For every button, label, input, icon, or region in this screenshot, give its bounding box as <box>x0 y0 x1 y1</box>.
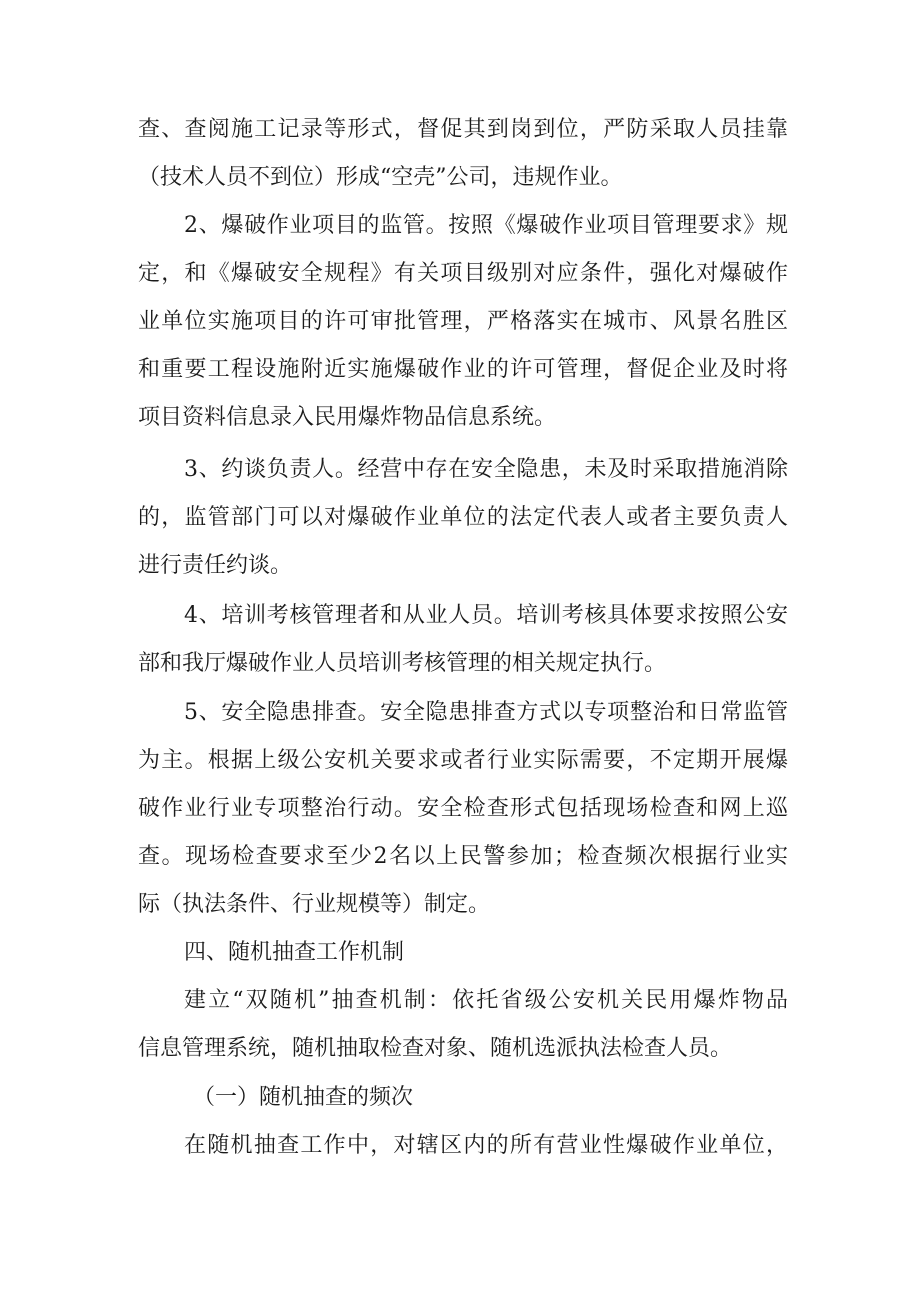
section-heading-4: 四、随机抽查工作机制 <box>184 940 405 965</box>
section-item-5-heading-line: 5、安全隐患排查。安全隐患排查方式以专项整治和日常监管 <box>184 700 788 725</box>
body-text-line: 的，监管部门可以对爆破作业单位的法定代表人或者主要负责人 <box>138 505 788 530</box>
body-text-line: 际（执法条件、行业规模等）制定。 <box>138 892 491 917</box>
body-text-line: 为主。根据上级公安机关要求或者行业实际需要，不定期开展爆 <box>138 748 788 773</box>
body-text-line: 业单位实施项目的许可审批管理，严格落实在城市、风景名胜区 <box>138 309 788 334</box>
subsection-heading-1: （一）随机抽查的频次 <box>193 1085 414 1110</box>
body-text-line: 信息管理系统，随机抽取检查对象、随机选派执法检查人员。 <box>138 1036 733 1061</box>
section-item-2-heading-line: 2、爆破作业项目的监管。按照《爆破作业项目管理要求》规 <box>184 213 788 238</box>
body-text-line: 部和我厅爆破作业人员培训考核管理的相关规定执行。 <box>138 651 667 676</box>
section-item-4-heading-line: 4、培训考核管理者和从业人员。培训考核具体要求按照公安 <box>184 603 788 628</box>
body-text-line: 进行责任约谈。 <box>138 553 293 578</box>
body-text-line: 建立“双随机”抽查机制：依托省级公安机关民用爆炸物品 <box>184 988 788 1013</box>
body-text-line: 定，和《爆破安全规程》有关项目级别对应条件，强化对爆破作 <box>138 261 788 286</box>
body-text-line: 破作业行业专项整治行动。安全检查形式包括现场检查和网上巡 <box>138 796 788 821</box>
body-text-line: 在随机抽查工作中，对辖区内的所有营业性爆破作业单位， <box>184 1133 788 1158</box>
body-text-line: 查。现场检查要求至少2名以上民警参加；检查频次根据行业实 <box>138 844 788 869</box>
section-item-3-heading-line: 3、约谈负责人。经营中存在安全隐患，未及时采取措施消除 <box>184 457 788 482</box>
body-text-line: 项目资料信息录入民用爆炸物品信息系统。 <box>138 405 557 430</box>
body-text-line: （技术人员不到位）形成“空壳”公司，违规作业。 <box>138 165 623 190</box>
body-text-line: 和重要工程设施附近实施爆破作业的许可管理，督促企业及时将 <box>138 357 788 382</box>
body-text-line: 查、查阅施工记录等形式，督促其到岗到位，严防采取人员挂靠 <box>138 117 788 142</box>
